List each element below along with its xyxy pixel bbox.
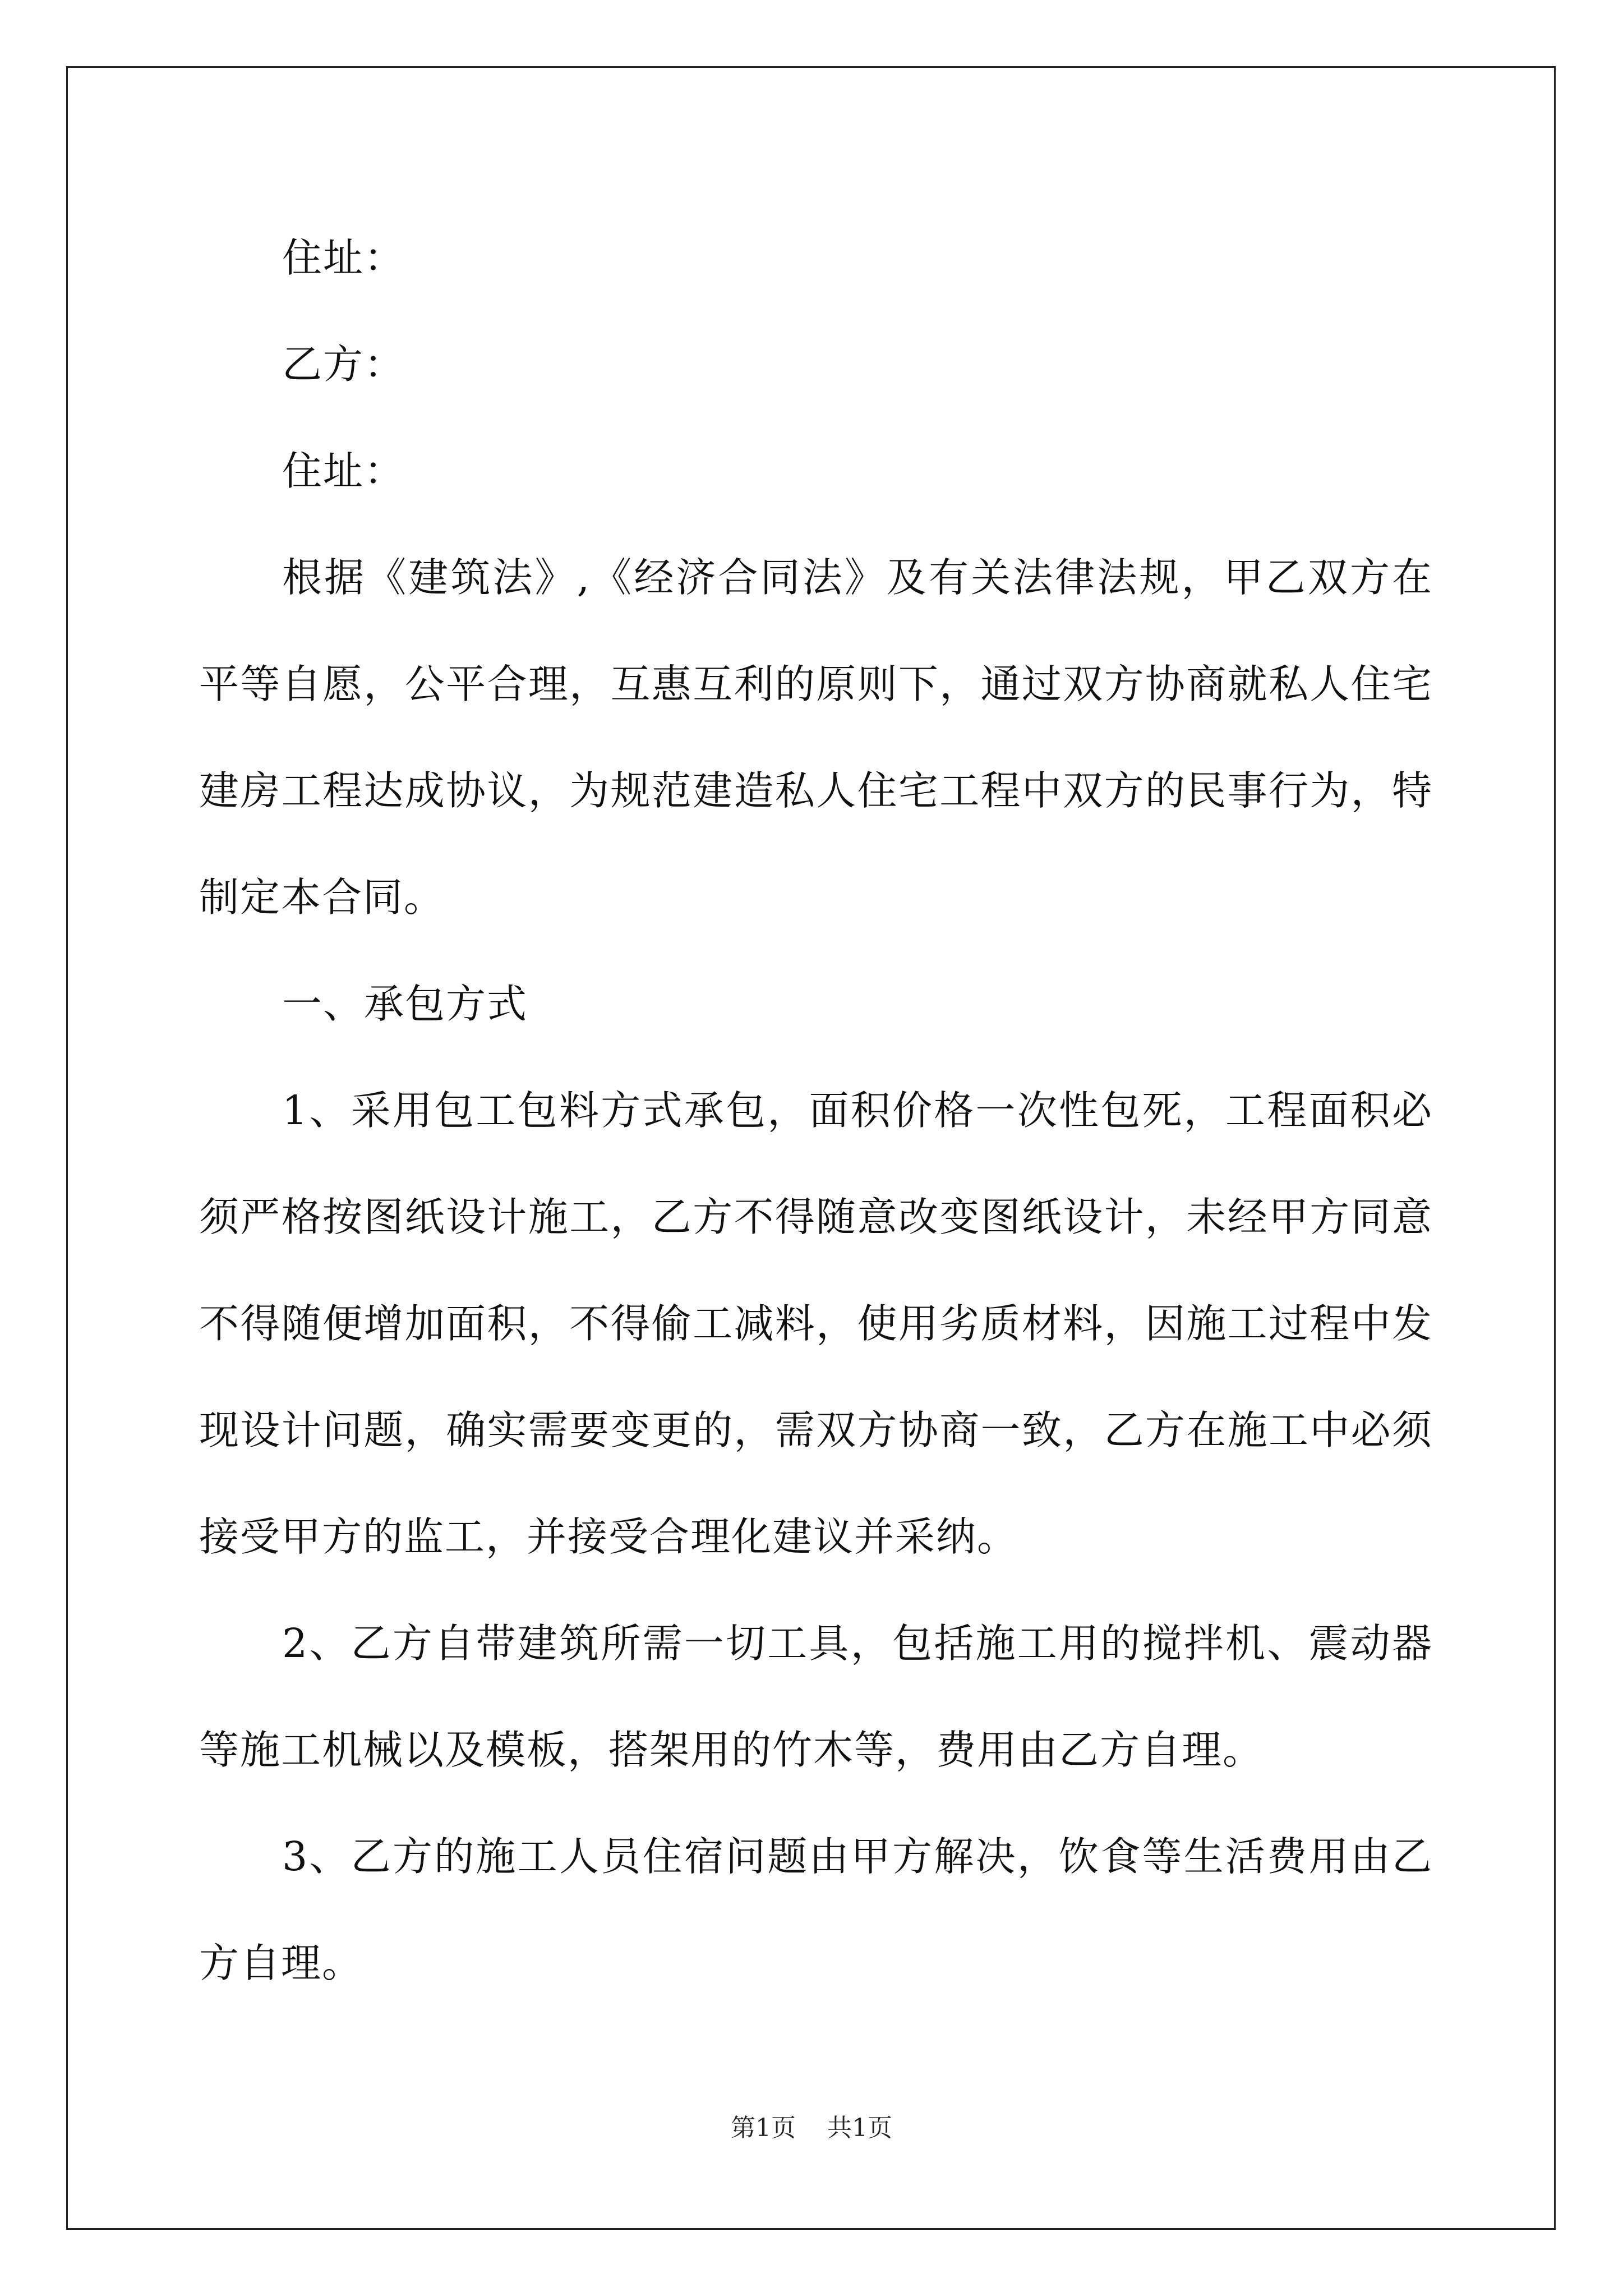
clause-2: 2、乙方自带建筑所需一切工具，包括施工用的搅拌机、震动器等施工机械以及模板，搭架用的竹木等，费用由乙方自理。 xyxy=(199,1620,1433,1773)
clause-1: 1、采用包工包料方式承包，面积价格一次性包死，工程面积必须严格按图纸设计施工，乙方不得随意改变图纸设计，未经甲方同意不得随便增加面积，不得偷工减料，使用劣质材料，因施工过程中发现设计问题，确实需要变更的，需双方协商一致，乙方在施工中必须接受甲方的监工，并接受合理化建议并采纳。 xyxy=(199,1087,1433,1560)
clause-3: 3、乙方的施工人员住宿问题由甲方解决，饮食等生活费用由乙方自理。 xyxy=(199,1833,1433,1986)
section-heading-contract-method: 一、承包方式 xyxy=(282,981,528,1027)
page-number: 第1页 xyxy=(731,2114,796,2142)
page-footer xyxy=(0,2108,1623,2143)
document-body xyxy=(199,205,1433,2017)
preamble-paragraph: 根据《建筑法》,《经济合同法》及有关法律法规，甲乙双方在平等自愿，公平合理，互惠互利的原则下，通过双方协商就私人住宅建房工程达成协议，为规范建造私人住宅工程中双方的民事行为，特制定本合同。 xyxy=(199,554,1433,921)
address-line-a: 住址： xyxy=(282,234,405,281)
party-b-line: 乙方： xyxy=(282,341,405,388)
page-total: 共1页 xyxy=(827,2114,892,2142)
address-line-b: 住址： xyxy=(282,448,405,494)
